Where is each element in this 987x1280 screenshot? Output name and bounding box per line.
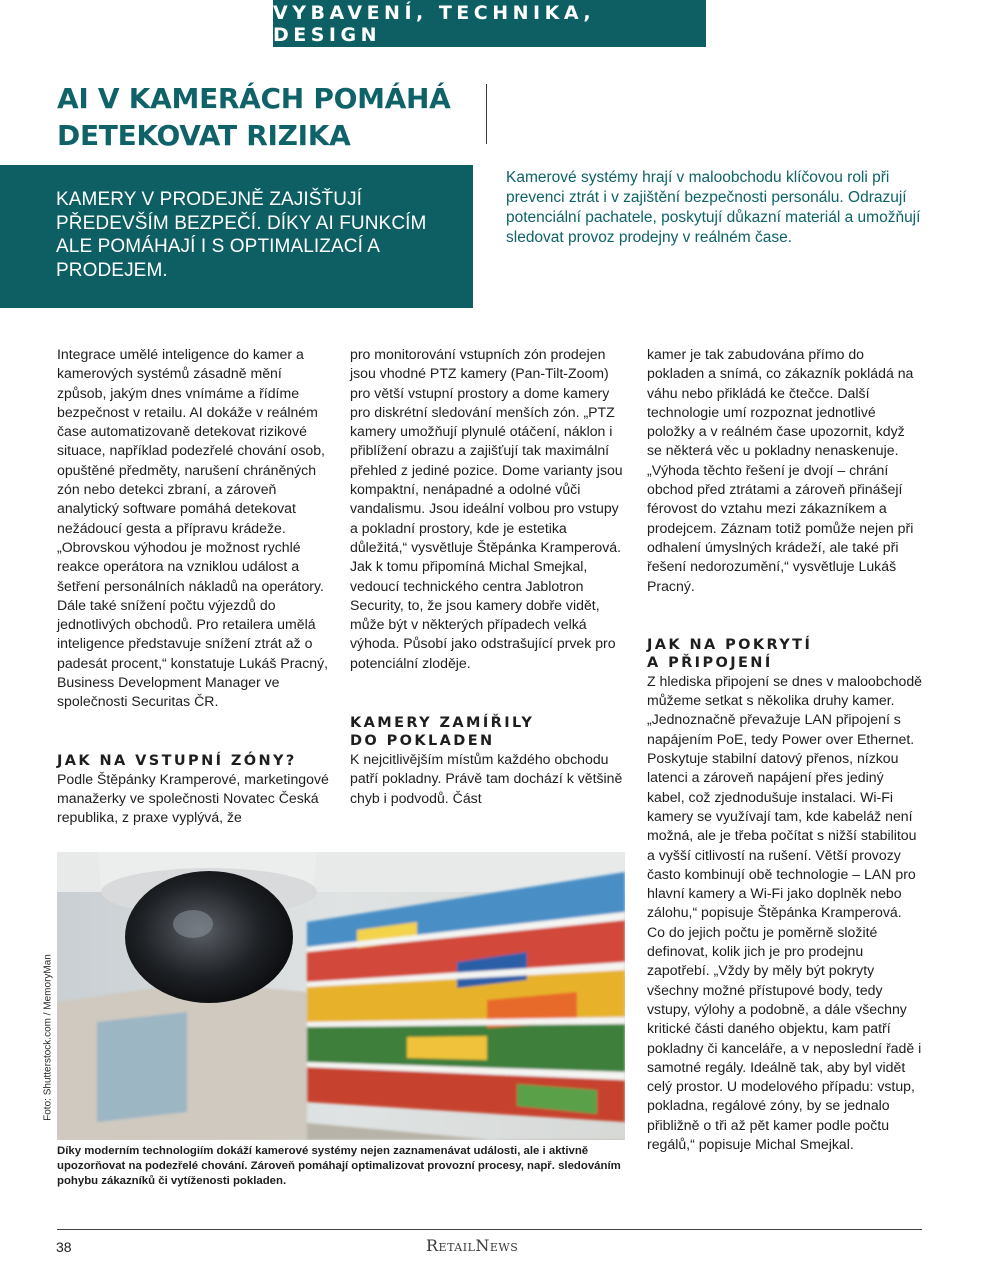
subheading-line: KAMERY ZAMÍŘILY xyxy=(350,715,535,732)
subheading-checkouts xyxy=(350,714,625,750)
subheading-coverage xyxy=(647,636,923,672)
lead-text: KAMERY V PRODEJNĚ ZAJIŠŤUJÍ PŘEDEVŠÍM BEZPEČÍ. DÍKY AI FUNKCÍM ALE POMÁHAJÍ I S OPTIMALIZACÍ A PRODEJEM. xyxy=(56,189,427,281)
article-title-line-1: AI V KAMERÁCH POMÁHÁ xyxy=(57,82,451,115)
footer-divider xyxy=(57,1229,922,1230)
body-paragraph: pro monitorování vstupních zón prodejen jsou vhodné PTZ kamery (Pan-Tilt-Zoom) pro větší vstupní prostory a dome kamery pro diskrétní sledování menších zón. „PTZ kamery umožňují plynulé otáčení, náklon i přiblížení obrazu a zajišťují tak maximální přehled z jediné pozice. Dome varianty jsou kompaktní, nenápadné a odolné vůči vandalismu. Jsou ideální volbou pro vstupy a pokladní prostory, kde je estetika důležitá,“ vysvětluje Štěpánka Kramperová. Jak k tomu připomíná Michal Smejkal, vedoucí technického centra Jablotron Security, to, že jsou kamery dobře vidět, může být v některých případech velká výhoda. Působí jako odstrašující prvek pro potenciální zloděje. xyxy=(350,346,623,671)
body-paragraph: Z hlediska připojení se dnes v maloobchodě můžeme setkat s několika druhy kamer. „Jednoznačně převažuje LAN připojení s napájením PoE, tedy Power over Ethernet. Poskytuje stabilní datový přenos, nízkou latenci a zároveň napájení přes jediný kabel, což zjednodušuje instalaci. Wi-Fi kamery se využívají tam, kde kabeláž není možná, ale je třeba počítat s nižší stabilitou a vyšší citlivostí na rušení. Větší provozy často kombinují obě technologie – LAN pro hlavní kamery a Wi-Fi jako doplněk nebo zálohu,“ popisuje Štěpánka Kramperová. Co do jejich počtu je poměrně složité definovat, kolik jich je pro prodejnu zapotřebí. „Vždy by měly být pokryty všechny možné přístupové body, tedy vstupy, výlohy a podobně, a dále všechny kritické části daného objektu, kam patří pokladny či kanceláře, a v neposlední řadě i samotné regály. Ideálně tak, aby byl vidět celý prostor. U modelového případu: vstup, pokladna, regálové zóny, by se jednalo přibližně o tři až pět kamer podle počtu regálů,“ popisuje Michal Smejkal. xyxy=(647,672,922,1152)
section-banner xyxy=(273,0,706,47)
title-divider xyxy=(486,84,487,144)
logo-part-news: News xyxy=(475,1236,519,1255)
body-paragraph: Podle Štěpánky Kramperové, marketingové manažerky ve společnosti Novatec Česká republika, z praxe vyplývá, že xyxy=(57,770,329,826)
intro-paragraph: Kamerové systémy hrají v maloobchodu klíčovou roli při prevenci ztrát i v zajištění bezpečnosti personálu. Odrazují potenciální pachatele, poskytují důkazní materiál a umožňují sledovat provoz prodejny v reálném čase. xyxy=(506,169,921,246)
magazine-logo xyxy=(426,1236,518,1255)
column-3 xyxy=(647,345,923,1154)
body-paragraph: Integrace umělé inteligence do kamer a kamerových systémů zásadně mění způsob, jakým dnes vnímáme a řídíme bezpečnost v retailu. AI dokáže v reálném čase automatizovaně detekovat rizikové situace, například podezřelé chování osob, opuštěné předměty, narušení chráněných zón nebo detekci zbraní, a zároveň analytický software pomáhá detekovat nežádoucí gesta a přípravu krádeže. „Obrovskou výhodou je možnost rychlé reakce operátora na vzniklou událost a šetření personálních nákladů na operátory. Dále také snížení počtu výjezdů do jednotlivých obchodů. Pro retailera umělá inteligence představuje snížení ztrát až o padesát procent,“ konstatuje Lukáš Pracný, Business Development Manager ve společnosti Securitas ČR. xyxy=(57,346,329,710)
subheading-line: A PŘIPOJENÍ xyxy=(647,654,773,671)
column-2 xyxy=(350,345,625,808)
section-label: VYBAVENÍ, TECHNIKA, DESIGN xyxy=(273,1,596,46)
subheading-line: DO POKLADEN xyxy=(350,733,495,750)
store-camera-illustration xyxy=(57,852,625,1140)
photo-caption: Díky moderním technologiím dokáží kamerové systémy nejen zaznamenávat události, ale i aktivně upozorňovat na podezřelé chování. Zároveň pomáhají optimalizovat provozní procesy, např. sledováním pohybu zákazníků či vytíženosti pokladen. xyxy=(57,1145,621,1187)
body-paragraph: K nejcitlivějším místům každého obchodu patří pokladny. Právě tam dochází k většině chyb i podvodů. Část xyxy=(350,751,623,806)
article-photo xyxy=(57,852,625,1140)
article-title-line-2: DETEKOVAT RIZIKA xyxy=(57,119,351,152)
logo-part-retail: Retail xyxy=(426,1236,476,1255)
column-1 xyxy=(57,345,329,828)
article-title xyxy=(57,80,487,154)
subheading-entry-zones: JAK NA VSTUPNÍ ZÓNY? xyxy=(57,752,297,769)
page-number: 38 xyxy=(56,1239,72,1255)
subheading-line: JAK NA POKRYTÍ xyxy=(647,636,813,653)
photo-credit: Foto: Shutterstock.com / MemoryMan xyxy=(42,954,54,1121)
body-paragraph: kamer je tak zabudována přímo do pokladen a snímá, co zákazník pokládá na váhu nebo přikládá ke čtečce. Další technologie umí rozpoznat jednotlivé položky a v reálném čase upozornit, když se některá věc u pokladny nenaskenuje. „Výhoda těchto řešení je dvojí – chrání obchod před ztrátami a zároveň přinášejí férovost do vztahu mezi zákazníkem a prodejcem. Záznam totiž pomůže nejen při odhalení úmyslných krádeží, ale také při řešení nedorozumění,“ vysvětluje Lukáš Pracný. xyxy=(647,346,914,594)
